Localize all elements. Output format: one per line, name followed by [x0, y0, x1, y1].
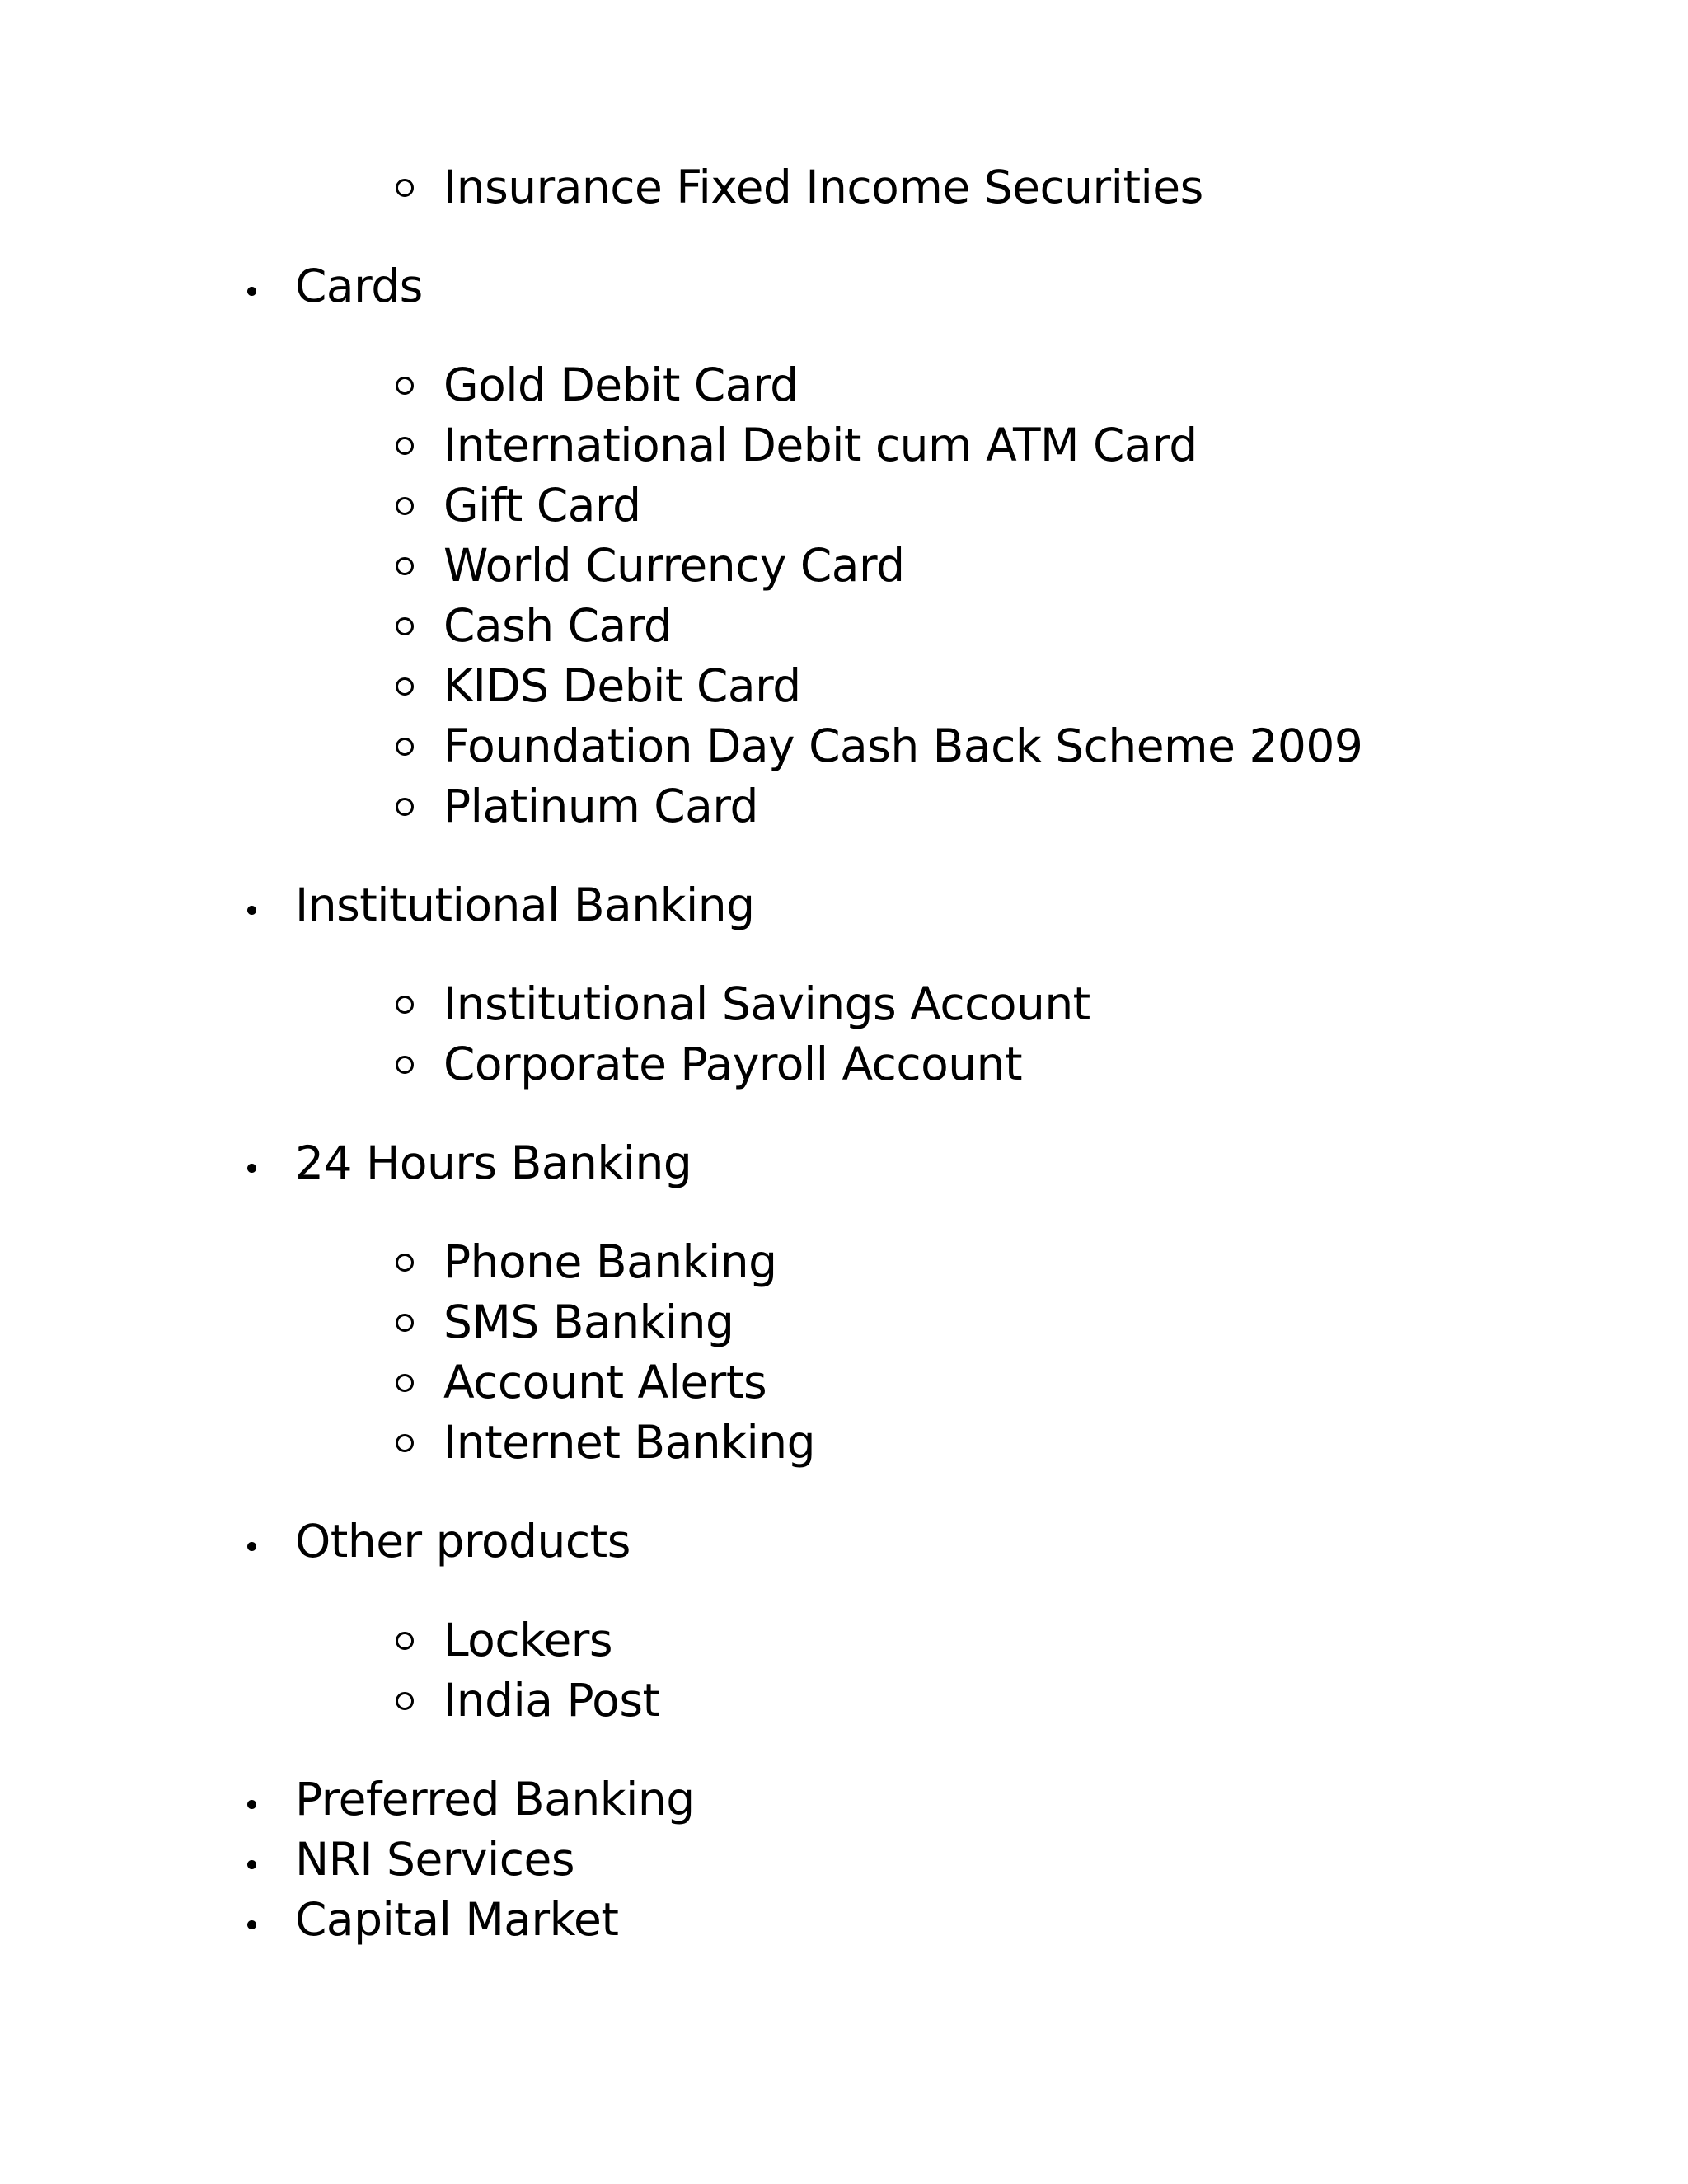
list-item-level2 [396, 157, 1203, 218]
list-item-text: Phone Banking [443, 1235, 777, 1288]
list-item-text: 24 Hours Banking [295, 1137, 692, 1189]
disc-bullet-icon [247, 1164, 256, 1173]
hollow-circle-bullet-icon [396, 1434, 414, 1452]
list-item-level2 [396, 1610, 612, 1671]
list-item-level2 [396, 415, 1198, 476]
hollow-circle-bullet-icon [396, 1314, 414, 1332]
list-item-level2 [396, 535, 905, 596]
list-item-text: Preferred Banking [295, 1773, 695, 1825]
list-item-text: NRI Services [295, 1833, 574, 1886]
list-item-level2 [396, 776, 758, 837]
list-item-text: Corporate Payroll Account [443, 1038, 1023, 1090]
list-item-text: Foundation Day Cash Back Scheme 2009 [443, 719, 1363, 772]
hollow-circle-bullet-icon [396, 557, 414, 575]
list-item-level1 [247, 1132, 692, 1193]
list-item-level2 [396, 655, 801, 716]
disc-bullet-icon [247, 287, 256, 296]
hollow-circle-bullet-icon [396, 179, 414, 197]
list-item-text: India Post [443, 1674, 660, 1727]
list-item-level2 [396, 1412, 815, 1473]
list-item-text: Gift Card [443, 479, 641, 532]
disc-bullet-icon [247, 1860, 256, 1869]
list-item-level2 [396, 715, 1362, 776]
list-item-level2 [396, 475, 641, 536]
hollow-circle-bullet-icon [396, 497, 414, 515]
list-item-level1 [247, 255, 423, 316]
list-item-level1 [247, 1889, 618, 1950]
hollow-circle-bullet-icon [396, 1632, 414, 1650]
list-item-text: Cash Card [443, 599, 673, 652]
hollow-circle-bullet-icon [396, 798, 414, 816]
list-item-level1 [247, 1511, 631, 1572]
hollow-circle-bullet-icon [396, 1374, 414, 1392]
disc-bullet-icon [247, 906, 256, 915]
list-item-text: KIDS Debit Card [443, 659, 801, 712]
list-item-level1 [247, 1769, 695, 1830]
list-item-level2 [396, 1291, 734, 1352]
list-item-text: Platinum Card [443, 780, 758, 832]
list-item-text: Capital Market [295, 1893, 619, 1946]
list-item-text: SMS Banking [443, 1296, 734, 1348]
hollow-circle-bullet-icon [396, 437, 414, 455]
list-item-text: Gold Debit Card [443, 359, 799, 411]
list-item-level2 [396, 1033, 1022, 1094]
list-item-text: Institutional Banking [295, 879, 755, 931]
list-item-text: Institutional Savings Account [443, 977, 1090, 1030]
disc-bullet-icon [247, 1920, 256, 1929]
hollow-circle-bullet-icon [396, 996, 414, 1014]
hollow-circle-bullet-icon [396, 617, 414, 635]
list-item-text: Lockers [443, 1614, 613, 1666]
list-item-text: World Currency Card [443, 539, 905, 592]
list-item-level2 [396, 354, 799, 415]
list-item-text: Insurance Fixed Income Securities [443, 161, 1203, 213]
list-item-text: Account Alerts [443, 1356, 767, 1408]
hollow-circle-bullet-icon [396, 1254, 414, 1272]
list-item-level2 [396, 973, 1090, 1034]
hollow-circle-bullet-icon [396, 1056, 414, 1074]
list-item-text: Other products [295, 1515, 631, 1568]
list-item-level1 [247, 1829, 574, 1890]
disc-bullet-icon [247, 1800, 256, 1809]
list-item-text: International Debit cum ATM Card [443, 419, 1198, 471]
hollow-circle-bullet-icon [396, 377, 414, 395]
hollow-circle-bullet-icon [396, 738, 414, 756]
list-item-level2 [396, 1670, 660, 1731]
list-item-level2 [396, 595, 672, 656]
list-item-level1 [247, 874, 755, 935]
list-item-text: Cards [295, 260, 423, 312]
hollow-circle-bullet-icon [396, 677, 414, 696]
list-item-level2 [396, 1352, 767, 1413]
hollow-circle-bullet-icon [396, 1692, 414, 1710]
list-item-level2 [396, 1231, 777, 1292]
disc-bullet-icon [247, 1542, 256, 1551]
list-item-text: Internet Banking [443, 1416, 816, 1469]
